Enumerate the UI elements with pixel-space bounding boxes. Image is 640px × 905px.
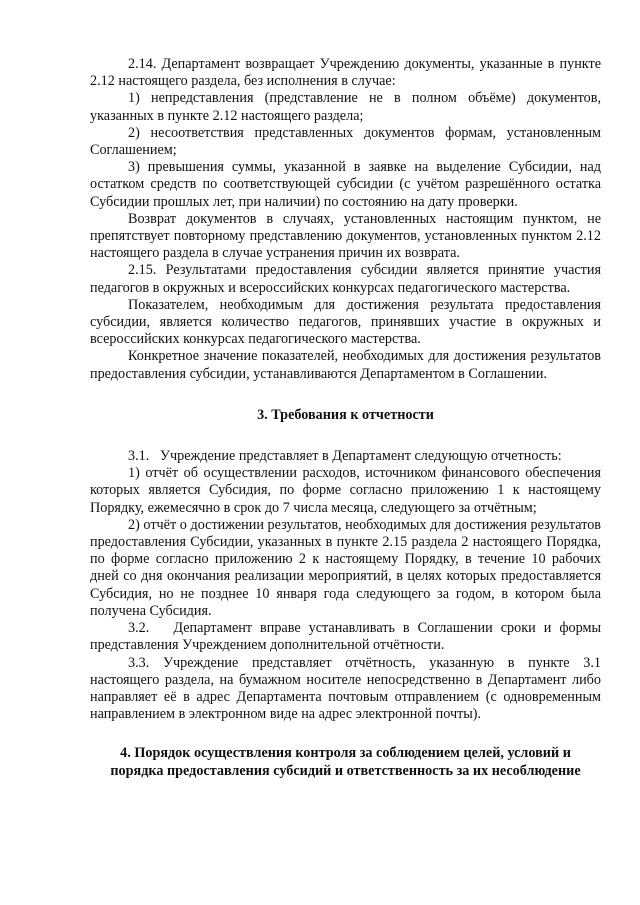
paragraph-3-3: 3.3. Учреждение представляет отчётность, указанную в пункте 3.1 настоящего раздела, на бумажном носителе непосредственно в Департамент либо направляет её в адрес Департамента почтовым отправлением (с одновременным направлением в электронном виде на адрес электронной почты). (90, 654, 601, 723)
paragraph-2-15: 2.15. Результатами предоставления субсидии является принятие участия педагогов в окружных и всероссийских конкурсах педагогического мастерства. (90, 262, 601, 296)
paragraph-indicator-values: Конкретное значение показателей, необходимых для достижения результатов предоставления субсидии, устанавливаются Департаментом в Соглашении. (90, 348, 601, 382)
paragraph-3-1-item-2: 2) отчёт о достижении результатов, необходимых для достижения результатов предоставления Субсидии, указанных в пункте 2.15 раздела 2 настоящего Порядка, по форме согласно приложению 2 к настоящему Порядку, в течение 10 рабочих дней со дня окончания реализации мероприятий, в целях которых предоставляется Субсидия, но не позднее 10 января года следующего за годом, в котором была получена Субсидия. (90, 516, 601, 619)
paragraph-2-14-item-3: 3) превышения суммы, указанной в заявке на выделение Субсидии, над остатком средств по соответствующей субсидии (с учётом разрешённого остатка Субсидии прошлых лет, при наличии) по состоянию на дату проверки. (90, 159, 601, 210)
section-4-heading (90, 745, 601, 779)
section-4-heading-line-1: 4. Порядок осуществления контроля за соблюдением целей, условий и (120, 745, 571, 762)
paragraph-return-docs: Возврат документов в случаях, установленных настоящим пунктом, не препятствует повторному представлению документов, установленных пунктом 2.12 настоящего раздела в случае устранения причин их возврата. (90, 210, 601, 262)
paragraph-2-14-item-1: 1) непредставления (представление не в полном объёме) документов, указанных в пункте 2.12 настоящего раздела; (90, 90, 601, 124)
paragraph-2-14-item-2: 2) несоответствия представленных документов формам, установленным Соглашением; (90, 124, 601, 159)
section-3-heading: 3. Требования к отчетности (257, 406, 434, 423)
paragraph-3-1-item-1: 1) отчёт об осуществлении расходов, источником финансового обеспечения которых является Субсидия, по форме согласно приложению 1 к настоящему Порядку, ежемесячно в срок до 7 числа месяца, следующего за отчётным; (90, 465, 601, 516)
paragraph-indicator: Показателем, необходимым для достижения результата предоставления субсидии, является количество педагогов, принявших участие в окружных и всероссийских конкурсах педагогического мастерства. (90, 296, 601, 348)
section-4-heading-line-2: порядка предоставления субсидий и ответственность за их несоблюдение (110, 762, 581, 779)
document-page (90, 56, 601, 780)
paragraph-3-2: 3.2. Департамент вправе устанавливать в Соглашении сроки и формы представления Учреждением дополнительной отчётности. (90, 620, 601, 654)
paragraph-2-14: 2.14. Департамент возвращает Учреждению документы, указанные в пункте 2.12 настоящего раздела, без исполнения в случае: (90, 56, 601, 90)
paragraph-3-1: 3.1. Учреждение представляет в Департамент следующую отчетность: (128, 448, 562, 465)
